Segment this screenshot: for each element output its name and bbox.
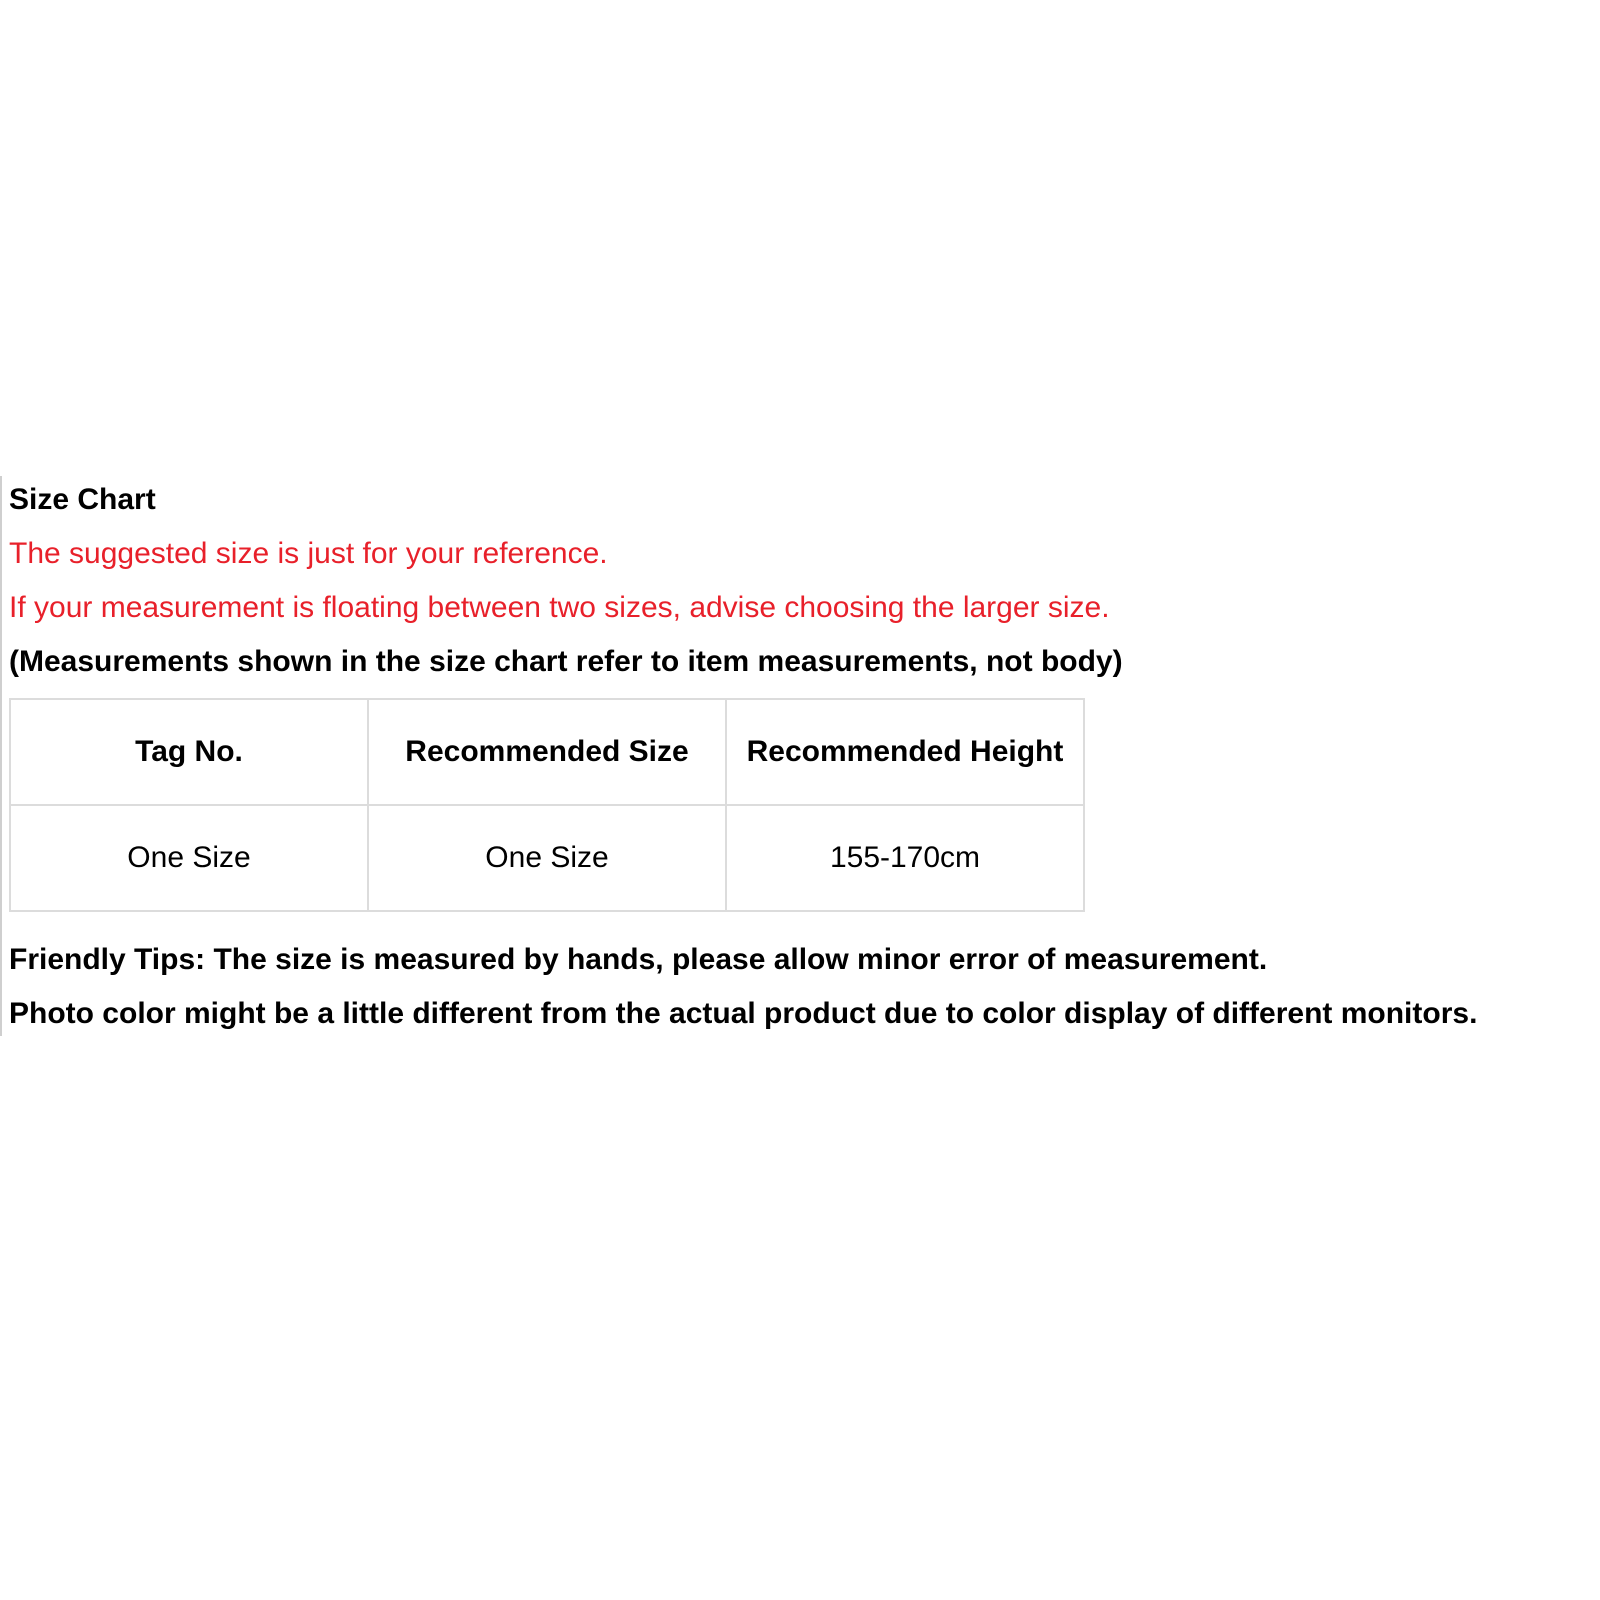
- size-chart-title: Size Chart: [9, 483, 156, 516]
- friendly-tips: Friendly Tips: The size is measured by hands, please allow minor error of measurement.: [9, 943, 1268, 976]
- photo-color-note: Photo color might be a little different from the actual product due to color display of different monitors.: [9, 997, 1478, 1030]
- reference-notice: The suggested size is just for your reference.: [9, 537, 608, 570]
- size-table: [9, 698, 1085, 912]
- size-chart-section: [9, 482, 1594, 1050]
- cell-tag-no: One Size: [10, 805, 368, 911]
- header-recommended-height: Recommended Height: [726, 699, 1084, 805]
- table-row: [10, 805, 1084, 911]
- left-edge-rule: [0, 476, 2, 1036]
- table-header-row: [10, 699, 1084, 805]
- measurement-note: (Measurements shown in the size chart refer to item measurements, not body): [9, 645, 1123, 678]
- larger-size-advice: If your measurement is floating between two sizes, advise choosing the larger size.: [9, 591, 1110, 624]
- header-recommended-size: Recommended Size: [368, 699, 726, 805]
- header-tag-no: Tag No.: [10, 699, 368, 805]
- cell-recommended-height: 155-170cm: [726, 805, 1084, 911]
- cell-recommended-size: One Size: [368, 805, 726, 911]
